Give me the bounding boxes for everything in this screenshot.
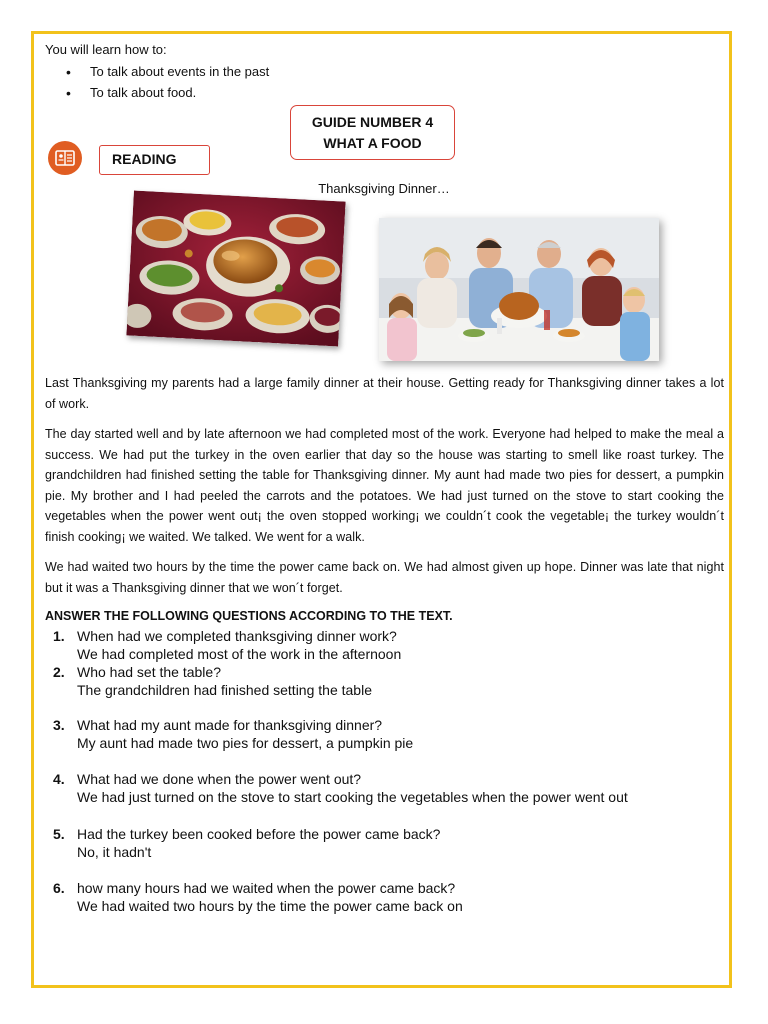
question-item <box>53 770 628 806</box>
learn-list <box>66 63 269 105</box>
question-number: 4. <box>53 771 65 787</box>
question-text: When had we completed thanksgiving dinner work? <box>77 628 397 644</box>
question-item <box>53 825 440 861</box>
answer-text: No, it hadn't <box>77 844 152 860</box>
reading-title: Thanksgiving Dinner… <box>318 181 450 196</box>
question-item <box>53 663 372 699</box>
paragraph: The day started well and by late afternoon we had completed most of the work. Everyone had helped to make the meal a success. We had put the turkey in the oven earlier that day so the house was starting to smell like roast turkey. The grandchildren had finished setting the table for Thanksgiving dinner. My aunt had made two pies for dessert, a pumpkin pie. My brother and I had peeled the carrots and the potatoes. We had just turned on the stove to start cooking the vegetables when the power went out¡ the oven stopped working¡ we couldn´t cook the vegetable¡ the turkey wouldn´t finish cooking¡ we waited. We talked. We went for a walk. <box>45 427 724 544</box>
question-item <box>53 879 463 915</box>
learn-item: • To talk about food. <box>66 84 269 105</box>
guide-number: GUIDE NUMBER 4 <box>311 113 434 130</box>
paragraph: Last Thanksgiving my parents had a large family dinner at their house. Getting ready for Thanksgiving dinner takes a lot of work. <box>45 376 724 411</box>
paragraph: We had waited two hours by the time the power came back on. We had almost given up hope. Dinner was late that night but it was a Thanksgiving dinner that we won´t forget. <box>45 560 724 595</box>
answer-text: We had just turned on the stove to start cooking the vegetables when the power went out <box>77 789 628 805</box>
question-text: What had we done when the power went out? <box>77 771 362 787</box>
food-spread-photo <box>126 191 345 347</box>
guide-topic: WHAT A FOOD <box>323 134 422 151</box>
question-text: What had my aunt made for thanksgiving dinner? <box>77 717 383 733</box>
question-number: 6. <box>53 880 65 896</box>
answer-text: My aunt had made two pies for dessert, a pumpkin pie <box>77 735 414 751</box>
question-number: 5. <box>53 826 65 842</box>
question-item <box>53 716 413 752</box>
questions-instruction: ANSWER THE FOLLOWING QUESTIONS ACCORDING TO THE TEXT. <box>45 609 453 623</box>
guide-title-box <box>290 105 455 160</box>
question-text: Who had set the table? <box>77 664 221 680</box>
answer-text: The grandchildren had finished setting the table <box>77 682 372 698</box>
reading-label: READING <box>99 145 210 175</box>
question-number: 1. <box>53 628 65 644</box>
family-dinner-photo <box>379 218 659 361</box>
reading-book-icon <box>48 141 82 175</box>
question-text: how many hours had we waited when the power came back? <box>77 880 456 896</box>
question-number: 2. <box>53 664 65 680</box>
answer-text: We had completed most of the work in the afternoon <box>77 646 402 662</box>
learn-title: You will learn how to: <box>45 42 167 57</box>
question-number: 3. <box>53 717 65 733</box>
answer-text: We had waited two hours by the time the power came back on <box>77 898 463 914</box>
question-text: Had the turkey been cooked before the power came back? <box>77 826 441 842</box>
learn-item: • To talk about events in the past <box>66 63 269 84</box>
question-item <box>53 627 401 663</box>
